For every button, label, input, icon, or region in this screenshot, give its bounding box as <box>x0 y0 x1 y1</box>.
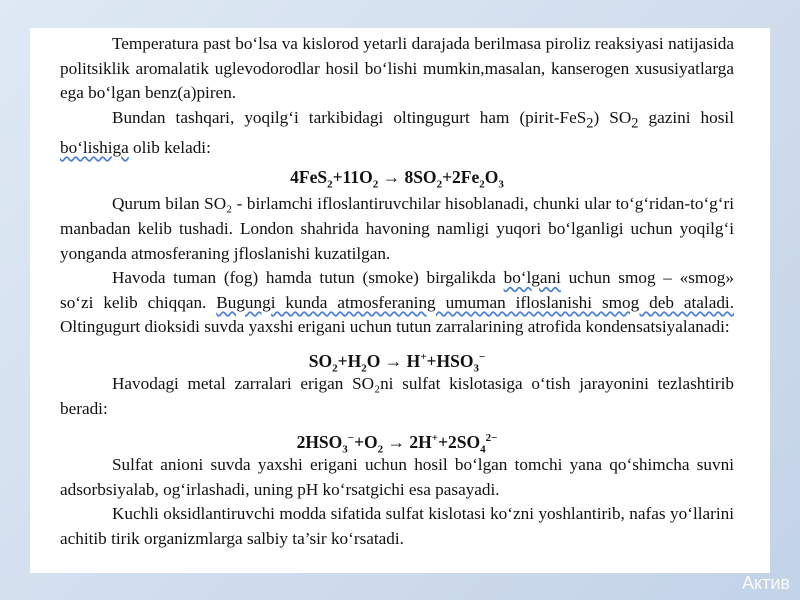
underlined-sentence: Bugungi kunda atmosferaning umuman ifloslanishi smog deb ataladi. <box>216 292 734 312</box>
underlined-word: bo‘lgani <box>503 268 561 288</box>
paragraph-sulfuric-acid-effects: Kuchli oksidlantiruvchi modda sifatida sulfat kislotasi ko‘zni yoshlantirib, nafas yo‘llarini achitib tirik organizmlarga salbiy ta’sir ko‘rsatadi. <box>60 504 734 548</box>
paragraph-sulfur-source: Bundan tashqari, yoqilg‘i tarkibidagi oltingugurt ham (pirit-FeS$_2$) $SO_2$ gazini hosil bo‘lishiga olib keladi: <box>60 107 734 157</box>
equation-pyrite-oxidation: $4FeS_2+11O_2 \to 8SO_2+2Fe_2O_3$ <box>290 167 504 191</box>
equation-so2-water: $SO_2+H_2O \to H^++HSO_3^-$ <box>308 350 486 375</box>
document-page <box>30 28 770 573</box>
paragraph-sulfate-anion: Sulfat anioni suvda yaxshi erigani uchun hosil bo‘lgan tomchi yana qo‘shimcha suvni adsorbsiyalab, og‘irlashadi, uning pH ko‘rsatgichi esa pasayadi. <box>60 455 734 499</box>
paragraph-metal-particles: Havodagi metal zarralari erigan SO₂ni sulfat kislotasiga o‘tish jarayonini tezlashtirib beradi: <box>60 373 734 418</box>
equation-bisulfite-oxidation: $2HSO_3^-+O_2 \to 2H^++2SO_4^{2-}$ <box>296 431 498 456</box>
paragraph-primary-pollutants: Qurum bilan SO₂ - birlamchi ifloslantiruvchilar hisoblanadi, chunki ular to‘g‘ridan-to‘g‘ri manbadan kelib tushadi. London shahrida havoning namligi yuqori bo‘lganligi uchun yoqilg‘i yonganda atmosferaning jfloslanishi kuzatilgan. <box>60 194 734 263</box>
activation-watermark: Актив <box>742 573 790 593</box>
paragraph-smog: Havoda tuman (fog) hamda tutun (smoke) birgalikda bo‘lgani uchun smog – «smog» so‘zi kelib chiqqan. Bugungi kunda atmosferaning umuman ifloslanishi smog deb ataladi. Oltingugurt dioksidi suvda yaxshi erigani uchun tutun zarralarining atrofida kondensatsiyalanadi: <box>60 268 734 337</box>
paragraph-pyrolysis: Temperatura past bo‘lsa va kislorod yetarli darajada berilmasa piroliz reaksiyasi natijasida politsiklik aromalatik uglevodorodlar hosil bo‘lishi mumkin,masalan, kanserogen xususiyatlarga ega bo‘lgan benz(a)piren. <box>60 34 734 103</box>
underlined-word: bo‘lishiga <box>60 137 129 157</box>
